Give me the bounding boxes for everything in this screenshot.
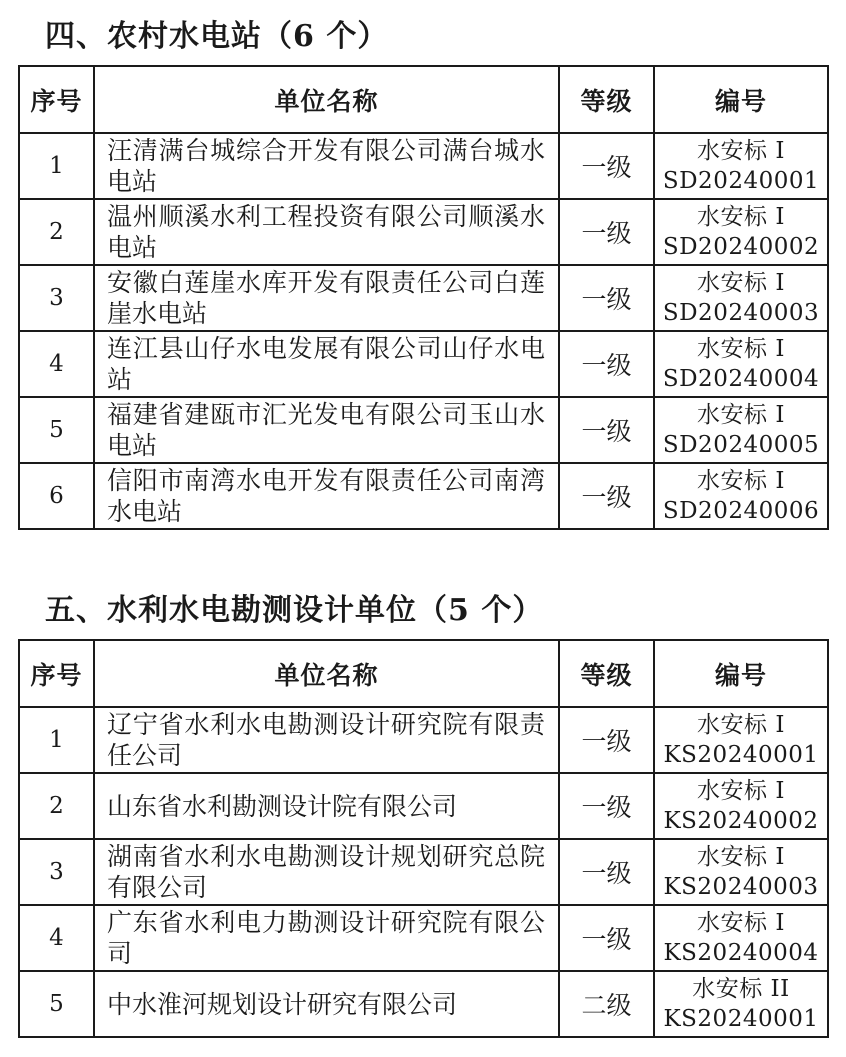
unit-name-cell: 温州顺溪水利工程投资有限公司顺溪水电站	[94, 199, 559, 265]
header-cell-no: 序号	[19, 640, 94, 707]
code-label: 水安标 I	[697, 468, 785, 494]
code-number: SD20240003	[662, 300, 820, 326]
table-header-row	[19, 66, 828, 133]
code-label: 水安标 I	[697, 712, 785, 738]
code-cell	[654, 839, 828, 905]
header-cell-code: 编号	[654, 640, 828, 707]
code-cell	[654, 397, 828, 463]
code-label: 水安标 I	[697, 910, 785, 936]
row-number-cell: 4	[19, 905, 94, 971]
code-cell	[654, 773, 828, 839]
section-title: 五、水利水电勘测设计单位（5 个）	[45, 593, 544, 628]
row-number-cell: 5	[19, 397, 94, 463]
unit-name-cell: 信阳市南湾水电开发有限责任公司南湾水电站	[94, 463, 559, 529]
level-cell: 一级	[559, 331, 654, 397]
level-cell: 一级	[559, 905, 654, 971]
code-number: SD20240001	[662, 168, 820, 194]
code-cell	[654, 463, 828, 529]
table-row	[19, 463, 828, 529]
survey-design-table	[18, 639, 829, 1038]
code-number: KS20240001	[663, 742, 819, 768]
table-row	[19, 397, 828, 463]
row-number-cell: 6	[19, 463, 94, 529]
code-label: 水安标 II	[692, 976, 790, 1002]
code-number: KS20240002	[663, 808, 819, 834]
code-number: SD20240005	[662, 432, 820, 458]
code-label: 水安标 I	[697, 138, 785, 164]
code-label: 水安标 I	[697, 270, 785, 296]
header-cell-level: 等级	[559, 66, 654, 133]
table-row	[19, 971, 828, 1037]
code-cell	[654, 905, 828, 971]
unit-name-cell: 连江县山仔水电发展有限公司山仔水电站	[94, 331, 559, 397]
level-cell: 一级	[559, 397, 654, 463]
section-rural-hydropower	[18, 18, 846, 530]
code-number: SD20240002	[662, 234, 820, 260]
row-number-cell: 5	[19, 971, 94, 1037]
code-label: 水安标 I	[697, 778, 785, 804]
unit-name-cell: 福建省建瓯市汇光发电有限公司玉山水电站	[94, 397, 559, 463]
header-cell-code: 编号	[654, 66, 828, 133]
code-number: SD20240004	[662, 366, 820, 392]
row-number-cell: 4	[19, 331, 94, 397]
row-number-cell: 1	[19, 707, 94, 773]
code-number: KS20240001	[663, 1006, 819, 1032]
table-row	[19, 905, 828, 971]
table-row	[19, 265, 828, 331]
header-cell-name: 单位名称	[94, 66, 559, 133]
row-number-cell: 2	[19, 773, 94, 839]
level-cell: 一级	[559, 773, 654, 839]
code-label: 水安标 I	[697, 844, 785, 870]
level-cell: 一级	[559, 133, 654, 199]
unit-name-cell: 中水淮河规划设计研究有限公司	[94, 971, 559, 1037]
table-row	[19, 839, 828, 905]
code-cell	[654, 199, 828, 265]
code-cell	[654, 133, 828, 199]
code-cell	[654, 707, 828, 773]
code-number: KS20240003	[663, 874, 819, 900]
code-label: 水安标 I	[697, 204, 785, 230]
level-cell: 一级	[559, 199, 654, 265]
table-header-row	[19, 640, 828, 707]
unit-name-cell: 辽宁省水利水电勘测设计研究院有限责任公司	[94, 707, 559, 773]
header-cell-no: 序号	[19, 66, 94, 133]
table-row	[19, 773, 828, 839]
code-cell	[654, 331, 828, 397]
unit-name-cell: 广东省水利电力勘测设计研究院有限公司	[94, 905, 559, 971]
table-row	[19, 331, 828, 397]
rural-hydropower-table	[18, 65, 829, 530]
code-label: 水安标 I	[697, 336, 785, 362]
code-number: SD20240006	[662, 498, 820, 524]
row-number-cell: 3	[19, 839, 94, 905]
table-row	[19, 133, 828, 199]
code-cell	[654, 265, 828, 331]
row-number-cell: 1	[19, 133, 94, 199]
level-cell: 二级	[559, 971, 654, 1037]
unit-name-cell: 山东省水利勘测设计院有限公司	[94, 773, 559, 839]
row-number-cell: 3	[19, 265, 94, 331]
level-cell: 一级	[559, 839, 654, 905]
code-label: 水安标 I	[697, 402, 785, 428]
level-cell: 一级	[559, 265, 654, 331]
table-row	[19, 199, 828, 265]
section-survey-design	[18, 592, 846, 1038]
header-cell-level: 等级	[559, 640, 654, 707]
unit-name-cell: 安徽白莲崖水库开发有限责任公司白莲崖水电站	[94, 265, 559, 331]
header-cell-name: 单位名称	[94, 640, 559, 707]
row-number-cell: 2	[19, 199, 94, 265]
section-title: 四、农村水电站（6 个）	[45, 19, 389, 54]
code-cell	[654, 971, 828, 1037]
level-cell: 一级	[559, 463, 654, 529]
code-number: KS20240004	[663, 940, 819, 966]
level-cell: 一级	[559, 707, 654, 773]
unit-name-cell: 汪清满台城综合开发有限公司满台城水电站	[94, 133, 559, 199]
unit-name-cell: 湖南省水利水电勘测设计规划研究总院有限公司	[94, 839, 559, 905]
table-row	[19, 707, 828, 773]
